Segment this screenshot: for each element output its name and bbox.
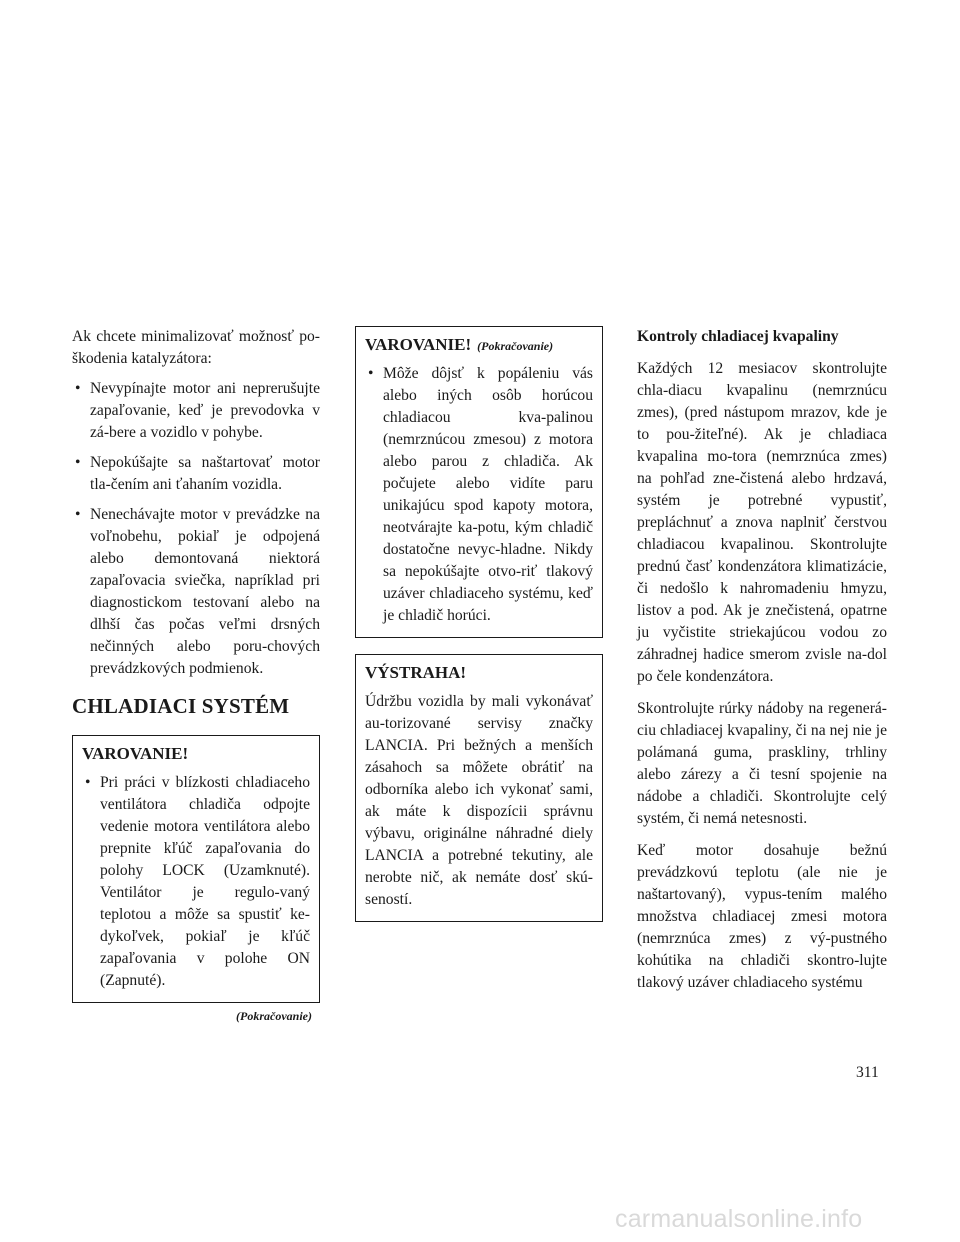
intro-paragraph: Ak chcete minimalizovať možnosť po-škodenia katalyzátora:	[72, 328, 320, 367]
paragraph: Keď motor dosahuje bežnú prevádzkovú teplotu (ale nie je naštartovaný), vypus-tením malého množstva chladiacej zmesi motora (nemrznúca zmes) z vý-pustného kohútika na chladiči skontro-lujte tlakový uzáver chladiaceho systému	[637, 842, 887, 991]
coolant-checks-heading: Kontroly chladiacej kvapaliny	[637, 328, 839, 345]
warning-item: • Môže dôjsť k popáleniu vás alebo iných osôb horúcou chladiacou kva-palinou (nemrznúcou zmesou) z motora alebo parou z chladiča. Ak počujete alebo vidíte paru unikajúcu spod kapoty motora, neotvárajte ka-potu, kým chladič dostatočne nevyc-hladne. Nikdy sa nepokúšajte otvo-riť tlakový uzáver chladiaceho systému, keď je chladič horúci.	[365, 363, 593, 627]
paragraph: Skontrolujte rúrky nádoby na regenerá-ciu chladiacej kvapaliny, či na nej nie je polámaná guma, praskliny, trhliny alebo zárezy a či tesní spojenie na nádobe a chladiči. Skontrolujte celý systém, či nemá netesnosti.	[637, 700, 887, 827]
catalyst-tips-list	[72, 378, 320, 680]
caution-title: VÝSTRAHA!	[365, 663, 467, 682]
middle-column	[355, 326, 603, 922]
section-title: CHLADIACI SYSTÉM	[72, 694, 290, 718]
paragraph: Každých 12 mesiacov skontrolujte chla-diacu kvapalinu (nemrznúcu zmes), (pred nástupom mrazov, kde je to pou-žiteľné). Ak je chladiaca kvapalina mo-tora (nemrznúca zmes) na pohľad zne-čistená alebo hrdzavá, systém je potrebné vypustiť, prepláchnuť a znova naplniť čerstvou chladiacou kvapalinou. Skontrolujte prednú časť kondenzátora klimatizácie, či nedošlo k nahromadeniu hmyzu, listov a pod. Ak je znečistená, opatrne ju vyčistite striekajúcou vodou zo záhradnej hadice smerom zvisle na-dol po čele kondenzátora.	[637, 360, 887, 685]
page-number: 311	[856, 1064, 879, 1081]
warning-box-continued	[355, 326, 603, 638]
warning-list	[365, 363, 593, 627]
list-item: • Nevypínajte motor ani neprerušujte zapaľovanie, keď je prevodovka v zá-bere a vozidlo v pohybe.	[72, 378, 320, 444]
watermark: carmanualsonline.info	[615, 1205, 863, 1233]
right-column	[637, 326, 887, 1004]
warning-item: • Pri práci v blízkosti chladiaceho ventilátora chladiča odpojte vedenie motora ventilátora alebo prepnite kľúč zapaľovania do polohy LOCK (Uzamknuté). Ventilátor je regulo-vaný teplotou a môže sa spustiť ke-dykoľvek, pokiaľ je kľúč zapaľovania v polohe ON (Zapnuté).	[82, 772, 310, 992]
caution-box	[355, 654, 603, 922]
list-item: • Nepokúšajte sa naštartovať motor tla-čením ani ťahaním vozidla.	[72, 452, 320, 496]
continued-note: (Pokračovanie)	[236, 1009, 312, 1023]
continued-label: (Pokračovanie)	[477, 339, 554, 353]
warning-title: VAROVANIE! (Pokračovanie)	[365, 335, 554, 354]
warning-box	[72, 735, 320, 1003]
list-item: • Nenechávajte motor v prevádzke na voľnobehu, pokiaľ je odpojená alebo demontovaná niektorá zapaľovacia sviečka, napríklad pri diagnostickom testovaní alebo na dlhší čas počas veľmi drsných nečinných alebo poru-chových prevádzkových podmienok.	[72, 504, 320, 680]
warning-title: VAROVANIE!	[82, 744, 189, 763]
warning-list	[82, 772, 310, 992]
caution-text: Údržbu vozidla by mali vykonávať au-torizované servisy značky LANCIA. Pri bežných a menších zásahoch sa môžete obrátiť na odborníka alebo ich vykonať sami, ak máte k dispozícii správnu výbavu, originálne náhradné diely LANCIA a potrebné tekutiny, ale nerobte nič, ak nemáte dosť skú-seností.	[365, 693, 593, 908]
left-column	[72, 326, 320, 1024]
